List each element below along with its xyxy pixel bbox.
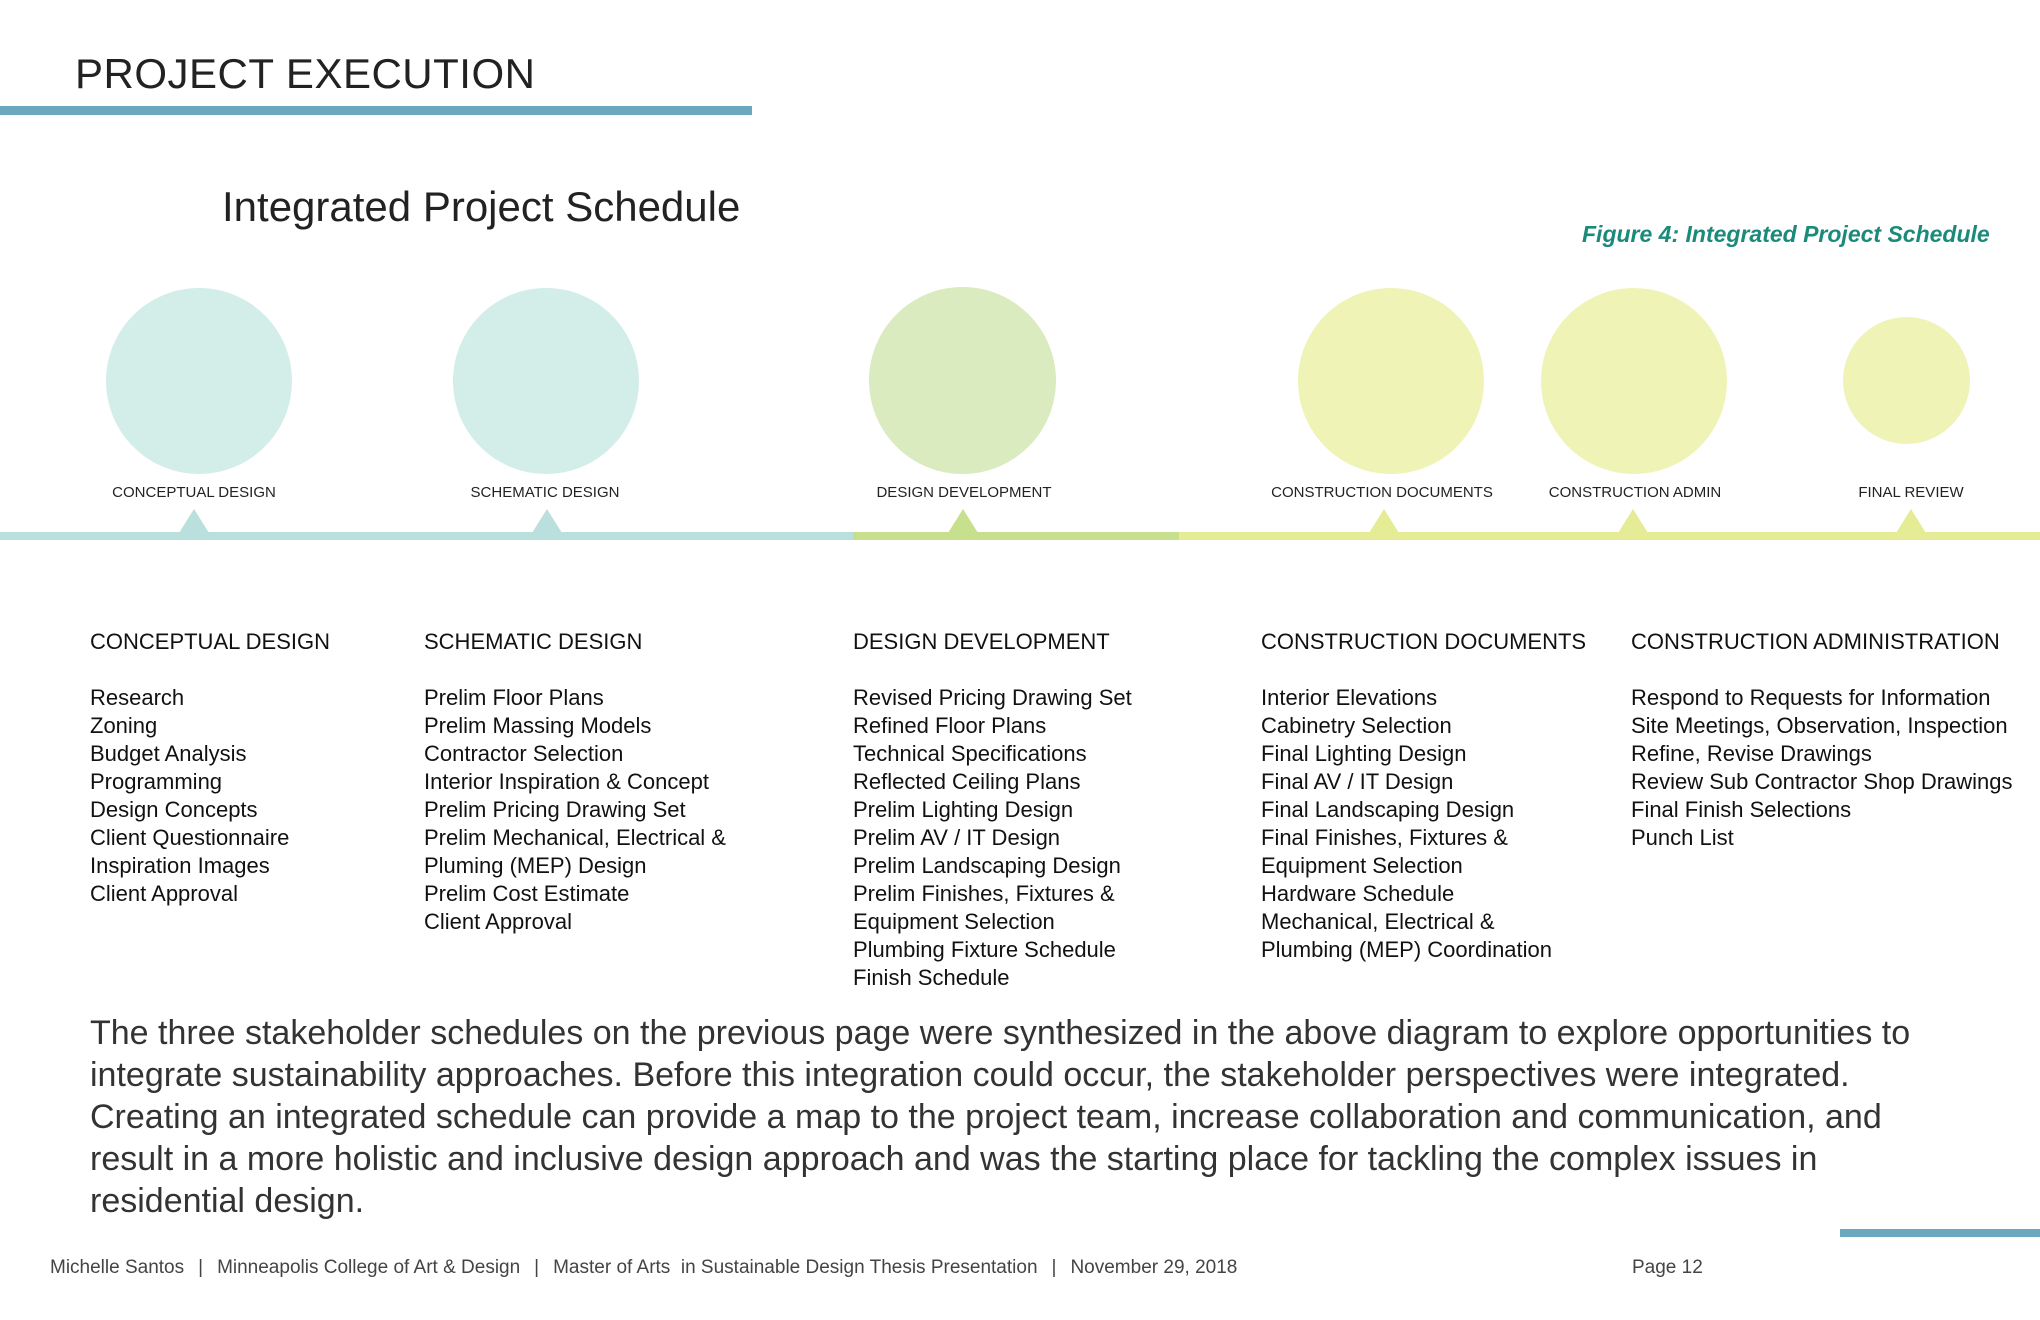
task-item: Programming [90,769,223,794]
column-heading: CONCEPTUAL DESIGN [90,629,331,654]
task-item: Mechanical, Electrical & [1261,909,1495,934]
task-item: Site Meetings, Observation, Inspection [1631,713,2008,738]
footer-rule [1840,1229,2040,1237]
column-construction-documents [1261,628,1586,964]
marker-construction-admin [1618,509,1648,533]
task-item: Review Sub Contractor Shop Drawings [1631,769,2013,794]
phase-label-schematic: SCHEMATIC DESIGN [470,484,620,501]
task-item: Reflected Ceiling Plans [853,769,1081,794]
column-design-development [853,628,1132,992]
footer-date: November 29, 2018 [1070,1257,1238,1278]
task-item: Refined Floor Plans [853,713,1047,738]
page-number: Page 12 [1632,1257,1703,1278]
phase-circle-construction-documents [1298,288,1484,474]
task-item: Prelim Mechanical, Electrical & [424,825,726,850]
column-conceptual-design [90,628,330,908]
task-item: Equipment Selection [1261,853,1463,878]
timeline-segment-yellow [1179,532,2040,540]
marker-conceptual [179,509,209,533]
footer-program: Master of Arts in Sustainable Design Thesis Presentation [553,1257,1038,1278]
footer [50,1257,1237,1279]
task-item: Final AV / IT Design [1261,769,1454,794]
task-item: Plumbing Fixture Schedule [853,937,1116,962]
task-list [1261,684,1586,964]
timeline-segment-teal [0,532,853,540]
task-item: Prelim Cost Estimate [424,881,630,906]
task-item: Contractor Selection [424,741,624,766]
column-heading: CONSTRUCTION ADMINISTRATION [1631,629,2000,654]
marker-final-review [1896,509,1926,533]
task-item: Revised Pricing Drawing Set [853,685,1132,710]
schedule-title: Integrated Project Schedule [222,183,741,230]
task-item: Prelim Pricing Drawing Set [424,797,686,822]
column-construction-administration [1631,628,2013,852]
phase-label-design-development: DESIGN DEVELOPMENT [876,484,1052,501]
phase-label-construction-documents: CONSTRUCTION DOCUMENTS [1271,484,1493,501]
task-item: Inspiration Images [90,853,270,878]
timeline-segment-green [853,532,1179,540]
task-item: Plumbing (MEP) Coordination [1261,937,1553,962]
column-heading: DESIGN DEVELOPMENT [853,629,1110,654]
task-list [853,684,1132,992]
marker-schematic [532,509,562,533]
title-rule [0,106,752,115]
phase-circle-final-review [1843,317,1970,444]
phase-circle-design-development [869,287,1056,474]
task-list [90,684,330,908]
footer-separator: | [1051,1257,1057,1278]
phase-label-conceptual: CONCEPTUAL DESIGN [112,484,276,501]
task-item: Final Landscaping Design [1261,797,1515,822]
phase-circle-construction-admin [1541,288,1727,474]
phase-circle-schematic [453,288,639,474]
task-item: Zoning [90,713,158,738]
figure-caption: Figure 4: Integrated Project Schedule [1582,221,1990,247]
task-item: Refine, Revise Drawings [1631,741,1872,766]
task-item: Respond to Requests for Information [1631,685,1991,710]
summary-paragraph: The three stakeholder schedules on the previous page were synthesized in the above diagram to explore opportunities to integrate sustainability approaches. Before this integration could occur, the stakeholder perspectives were integrated. Creating an integrated schedule can provide a map to the project team, increase collaboration and communication, and result in a more holistic and inclusive design approach and was the starting place for tackling the complex issues in residential design. [90,1014,1911,1220]
footer-separator: | [534,1257,540,1278]
task-item: Prelim AV / IT Design [853,825,1061,850]
task-item: Prelim Finishes, Fixtures & [853,881,1115,906]
column-heading: SCHEMATIC DESIGN [424,629,643,654]
page-title: PROJECT EXECUTION [75,50,536,97]
task-item: Cabinetry Selection [1261,713,1452,738]
task-item: Design Concepts [90,797,258,822]
task-item: Punch List [1631,825,1734,850]
phase-label-final-review: FINAL REVIEW [1858,484,1964,501]
task-item: Prelim Landscaping Design [853,853,1121,878]
footer-school: Minneapolis College of Art & Design [217,1257,521,1278]
phase-circle-conceptual [106,288,292,474]
column-heading: CONSTRUCTION DOCUMENTS [1261,629,1587,654]
task-item: Interior Elevations [1261,685,1438,710]
task-item: Final Finish Selections [1631,797,1852,822]
task-item: Equipment Selection [853,909,1055,934]
task-list [1631,684,2013,852]
task-item: Research [90,685,185,710]
marker-construction-documents [1369,509,1399,533]
task-item: Final Lighting Design [1261,741,1467,766]
task-item: Finish Schedule [853,965,1010,990]
task-item: Pluming (MEP) Design [424,853,647,878]
column-schematic-design [424,628,726,936]
task-item: Final Finishes, Fixtures & [1261,825,1508,850]
task-item: Interior Inspiration & Concept [424,769,709,794]
task-item: Budget Analysis [90,741,247,766]
task-item: Client Approval [90,881,238,906]
task-item: Client Questionnaire [90,825,290,850]
task-item: Prelim Floor Plans [424,685,604,710]
task-item: Hardware Schedule [1261,881,1455,906]
footer-author: Michelle Santos [50,1257,185,1278]
phase-label-construction-admin: CONSTRUCTION ADMIN [1548,484,1722,501]
task-item: Prelim Lighting Design [853,797,1074,822]
footer-separator: | [198,1257,204,1278]
task-list [424,684,726,936]
task-item: Prelim Massing Models [424,713,652,738]
task-item: Client Approval [424,909,572,934]
marker-design-development [948,509,978,533]
task-item: Technical Specifications [853,741,1087,766]
